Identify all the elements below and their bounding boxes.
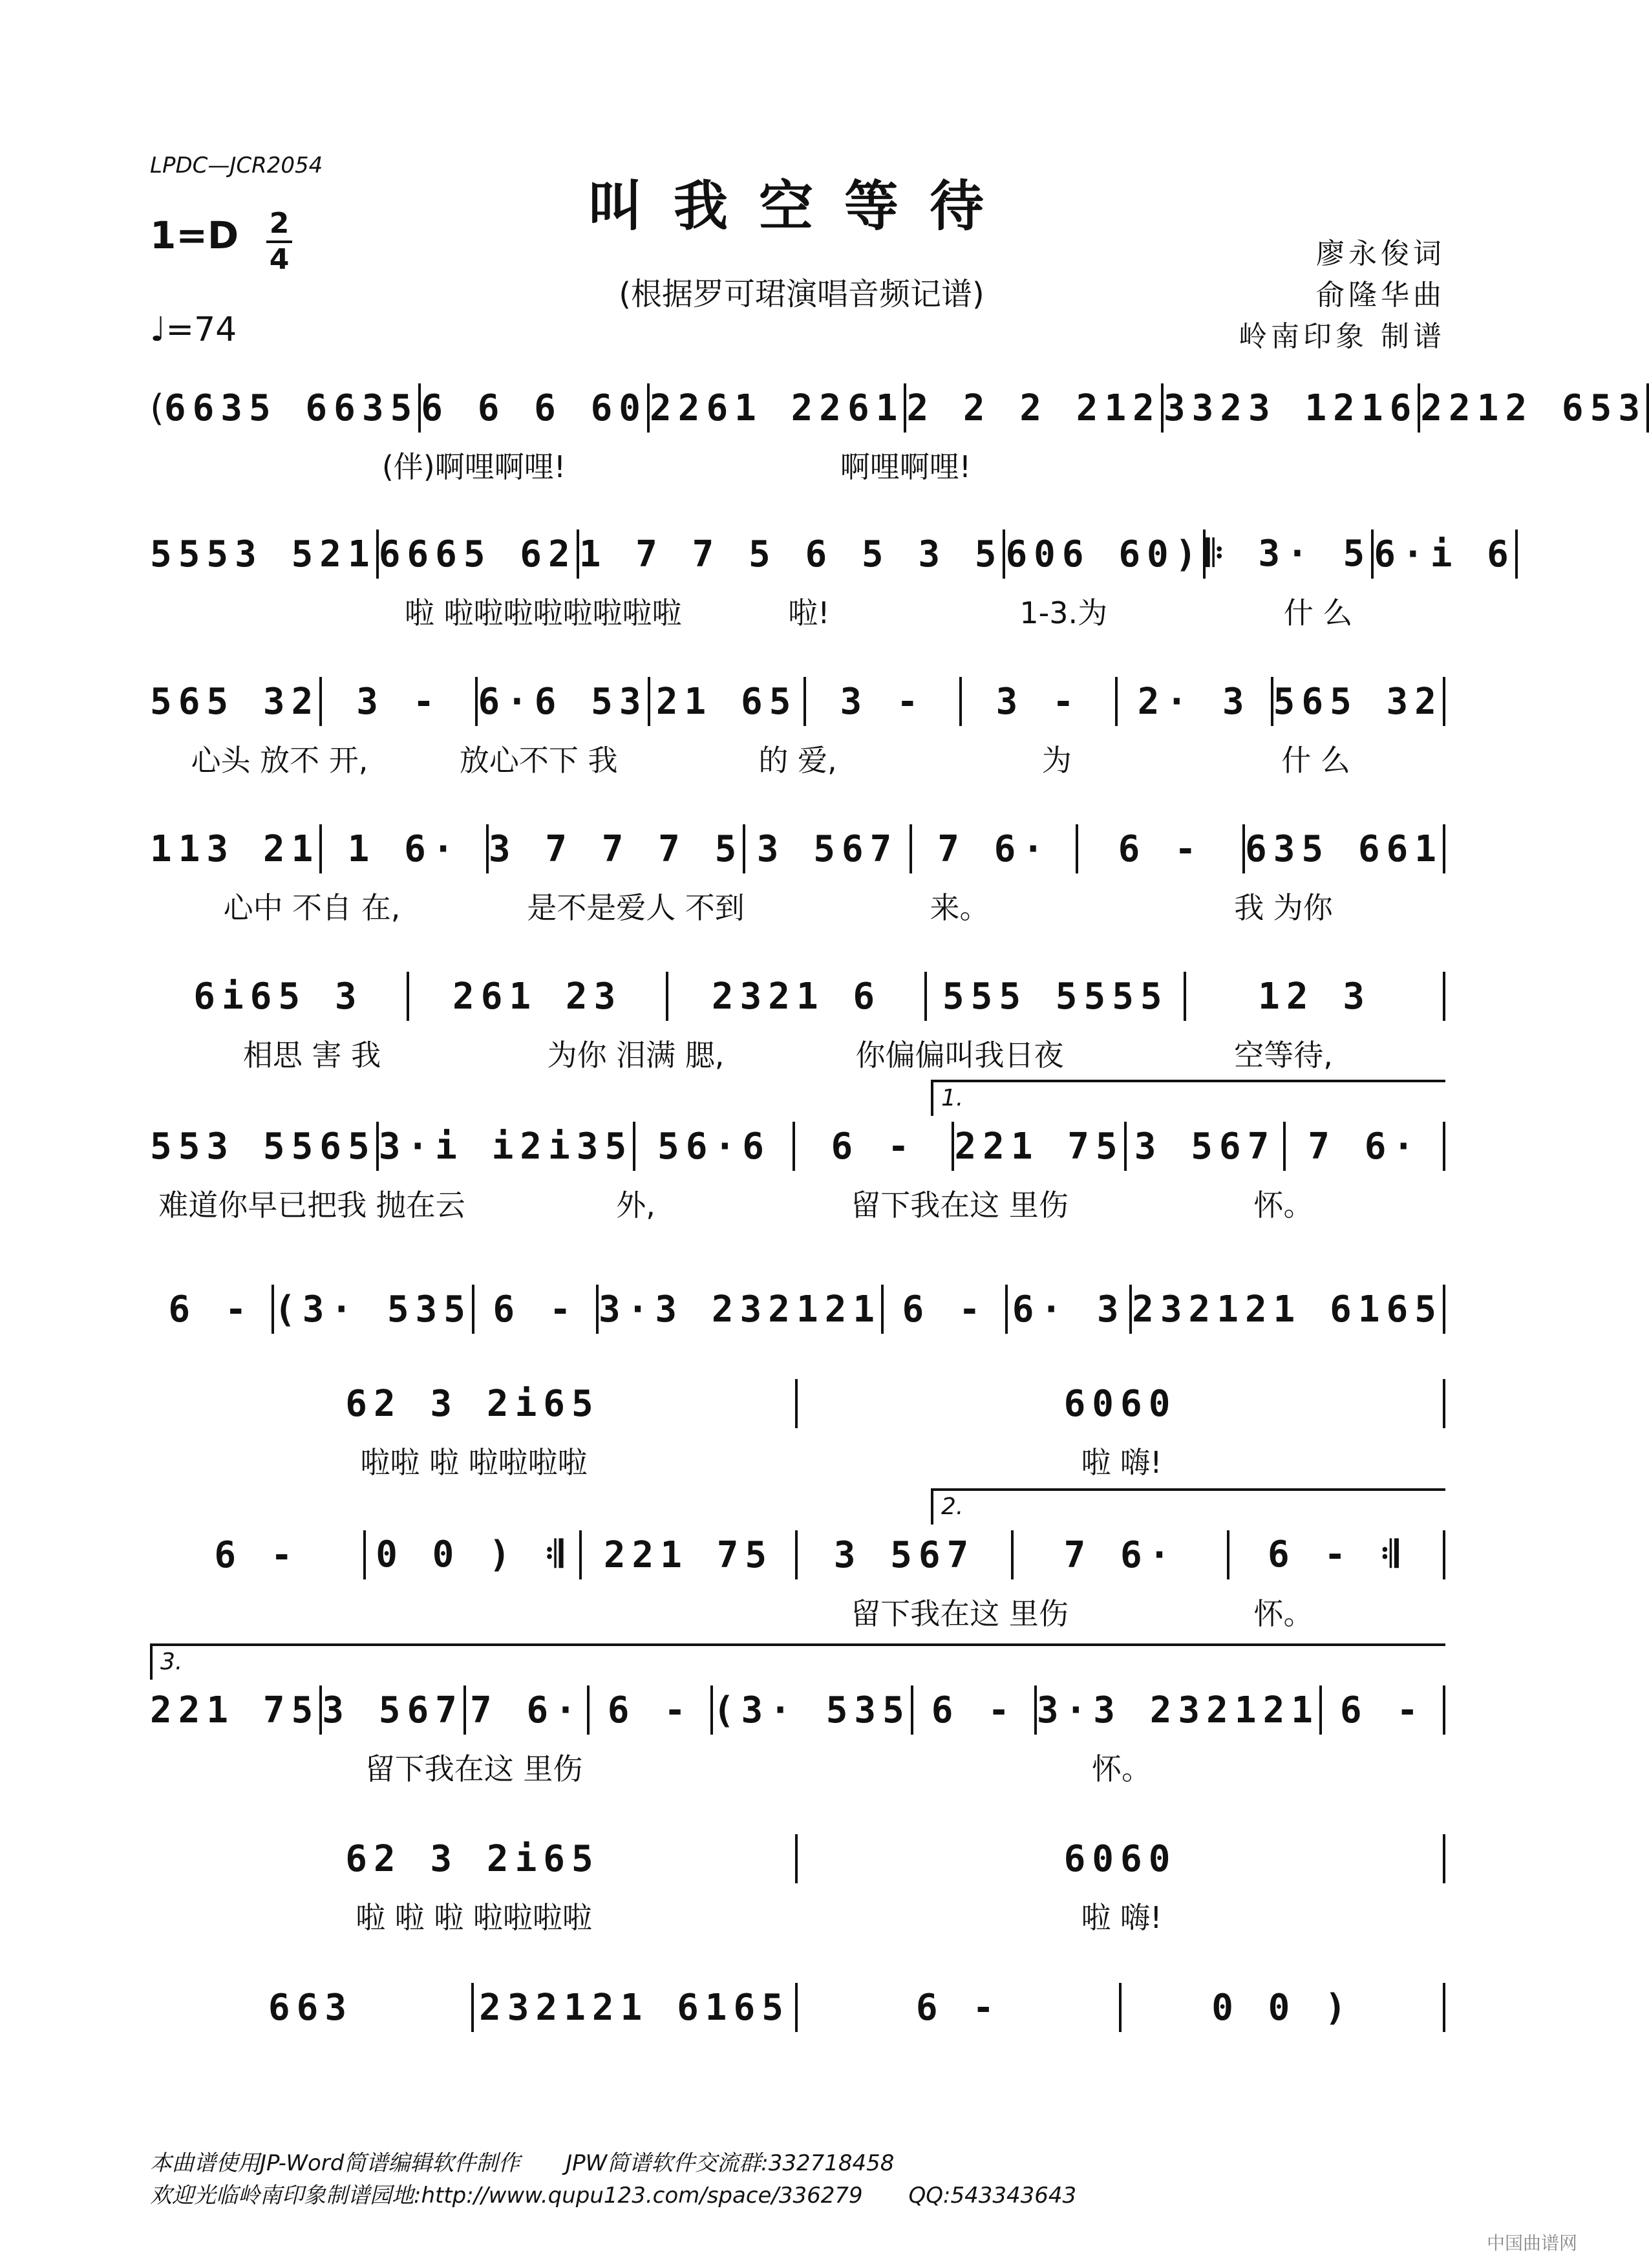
measure: (3· 535 [712, 1689, 911, 1731]
lyric-segment [150, 1590, 474, 1633]
volta-bracket: 1. [931, 1080, 1445, 1116]
measure: 7 6· [469, 1689, 583, 1731]
measure: 221 75 [150, 1689, 320, 1731]
lyricist-credit: 廖永俊词 [1316, 237, 1445, 270]
staff-row [150, 1117, 1445, 1175]
volta-bracket: 3. [150, 1643, 1445, 1680]
measure: 3·i i2i35 [378, 1125, 633, 1168]
measure: 261 23 [452, 975, 622, 1018]
lyric-segment: 啦 嗨! [1081, 1445, 1162, 1480]
lyric-segment: 什 么 [1281, 743, 1350, 778]
lyric-segment: 怀。 [1253, 1188, 1314, 1223]
lyrics-line [150, 737, 1445, 780]
time-numerator: 2 [269, 207, 290, 240]
lyric-segment: 怀。 [1092, 1751, 1151, 1786]
measure: 6 - [214, 1534, 299, 1576]
staff-row [150, 525, 1515, 583]
measure: 3·3 232121 [1036, 1689, 1319, 1731]
measure: 3 567 [756, 828, 899, 870]
measure: 221 75 [603, 1534, 774, 1576]
measure: 3 567 [322, 1689, 463, 1731]
measure: 2212 653 [1420, 387, 1647, 429]
staff-row [150, 967, 1445, 1025]
lyric-segment: 我 为你 [1234, 890, 1333, 925]
footer-line-1 [150, 2145, 894, 2177]
measure: 7 6· [1063, 1534, 1177, 1576]
lyrics-line [150, 1032, 1445, 1075]
open-paren: ( [150, 387, 164, 429]
measure: (3· 535 [273, 1288, 472, 1331]
staff-row [150, 1526, 1445, 1584]
lyric-segment: 心头 放不 开, [191, 743, 368, 778]
measure: 6 - [1339, 1689, 1425, 1731]
measure: 62 3 2i65 [345, 1837, 600, 1880]
measure: 6i65 3 [193, 975, 363, 1018]
measure: 6 - 𝄇 [1267, 1534, 1405, 1576]
measure: 0 0 ) [1211, 1986, 1353, 2029]
measure: 6 - [1118, 828, 1203, 870]
measure: 0 0 ) 𝄇 [376, 1534, 569, 1576]
lyric-segment: 来。 [930, 890, 990, 925]
lyric-segment: 难道你早已把我 抛在云 [158, 1188, 465, 1223]
lyric-segment [1014, 444, 1229, 486]
barline [1443, 972, 1445, 1021]
staff-row [150, 672, 1445, 731]
lyric-segment: 空等待, [1234, 1038, 1333, 1073]
measure: 6635 6635 [164, 387, 419, 429]
measure: 6 - [607, 1689, 692, 1731]
time-signature [266, 208, 292, 275]
key-signature: 1=D [150, 213, 239, 257]
measure: 1 7 7 5 6 5 3 5 [579, 533, 1003, 575]
measure: 3 567 [1134, 1125, 1276, 1168]
measure: 2321 6 [711, 975, 882, 1018]
measure: 635 661 [1244, 828, 1443, 870]
measure: 6 - [168, 1288, 253, 1331]
footer-line-2 [150, 2177, 1076, 2209]
measure: 6 - [915, 1986, 1001, 2029]
measure: 3·3 232121 [598, 1288, 882, 1331]
barline [1443, 1122, 1445, 1171]
lyrics-line [150, 1182, 1445, 1225]
measure: 6 - [831, 1125, 916, 1168]
footer-group-note: JPW简谱软件交流群:332718458 [566, 2150, 895, 2176]
measure: 6 6 6 60 [421, 387, 648, 429]
staff-row [150, 1375, 1445, 1433]
lyric-segment: 啦 啦 啦 啦啦啦啦 [356, 1900, 592, 1935]
measure: 6 - [931, 1689, 1016, 1731]
measure: 113 21 [150, 828, 320, 870]
measure: 𝄆 3· 5 [1206, 533, 1372, 575]
time-denominator: 4 [269, 243, 290, 276]
lyric-segment: 留下我在这 里伤 [851, 1188, 1069, 1223]
lyric-segment [474, 1590, 798, 1633]
staff-row [150, 1681, 1445, 1739]
measure: 6 - [902, 1288, 987, 1331]
lyric-segment: 你偏偏叫我日夜 [855, 1038, 1064, 1073]
measure: 232121 6165 [479, 1986, 790, 2029]
staff-row [150, 1978, 1445, 2037]
lyrics-line [150, 1894, 1445, 1937]
measure: 6060 [1063, 1837, 1177, 1880]
lyric-segment: 什 么 [1283, 595, 1353, 630]
measure: 3 - [840, 680, 925, 723]
lyric-segment: 放心不下 我 [459, 743, 618, 778]
lyrics-line [150, 884, 1445, 927]
measure: 6· 3 [1012, 1288, 1125, 1331]
measure: 62 3 2i65 [345, 1382, 600, 1425]
measure: 3323 1216 [1163, 387, 1418, 429]
measure: 6665 62 [378, 533, 577, 575]
lyrics-line [150, 1746, 1445, 1788]
measure: 12 3 [1258, 975, 1372, 1018]
measure: 3 7 7 7 5 [488, 828, 743, 870]
measure: 6060 [1063, 1382, 1177, 1425]
measure: 6 - [493, 1288, 578, 1331]
lyric-segment [150, 590, 405, 632]
barline [1443, 677, 1445, 726]
lyric-segment: 啦 啦啦啦啦啦啦啦啦 [404, 595, 682, 630]
footer-software-note: 本曲谱使用JP-Word简谱编辑软件制作 [150, 2150, 520, 2176]
measure: 606 60) [1005, 533, 1204, 575]
lyrics-line [150, 590, 1445, 632]
measure: 565 32 [150, 680, 320, 723]
barline [1646, 383, 1649, 433]
staff-row [150, 379, 1647, 437]
measure: 2 2 2 212 [906, 387, 1161, 429]
measure: 2261 2261 [650, 387, 904, 429]
measure: 555 5555 [942, 975, 1169, 1018]
measure: 21 65 [655, 680, 798, 723]
lyric-segment: 1-3.为 [1019, 595, 1108, 630]
staff-row [150, 1830, 1445, 1888]
barline [1515, 530, 1518, 579]
measure: 5553 521 [150, 533, 376, 575]
lyrics-line [150, 1590, 1445, 1633]
lyric-segment: 相思 害 我 [242, 1038, 381, 1073]
measure: 7 6· [1308, 1125, 1421, 1168]
composer-credit: 俞隆华曲 [1316, 279, 1445, 312]
staff-row [150, 820, 1445, 878]
lyrics-line [150, 444, 1445, 486]
lyric-segment: 怀。 [1253, 1596, 1314, 1631]
lyric-segment: 留下我在这 里伤 [365, 1751, 583, 1786]
barline [1443, 1530, 1445, 1579]
measure: 56·6 [657, 1125, 771, 1168]
watermark-logo: 中国曲谱网 [1486, 2232, 1577, 2254]
tempo-mark: ♩=74 [150, 310, 237, 349]
lyric-segment [150, 444, 366, 486]
lyric-segment [582, 444, 798, 486]
measure: 6·6 53 [478, 680, 648, 723]
measure: 553 5565 [150, 1125, 376, 1168]
measure: 3 - [995, 680, 1081, 723]
barline [1443, 824, 1445, 873]
measure: 1 6· [347, 828, 461, 870]
score-code: LPDC—JCR2054 [150, 153, 323, 178]
measure: 2· 3 [1137, 680, 1251, 723]
lyric-segment: 啦 嗨! [1081, 1900, 1162, 1935]
staff-row [150, 1280, 1445, 1338]
lyric-segment: 啊哩啊哩! [840, 449, 972, 484]
footer-qq-note: QQ:543343643 [908, 2183, 1077, 2209]
barline [1443, 1983, 1445, 2032]
lyric-segment [1229, 444, 1445, 486]
lyrics-line [150, 1439, 1445, 1482]
barline [1443, 1285, 1445, 1334]
lyric-segment: 是不是爱人 不到 [527, 890, 745, 925]
measure: 663 [268, 1986, 354, 2029]
measure: 221 75 [954, 1125, 1124, 1168]
lyric-segment: 为 [1041, 743, 1072, 778]
measure: 6·i 6 [1374, 533, 1515, 575]
lyric-segment: 留下我在这 里伤 [851, 1596, 1069, 1631]
barline [1443, 1685, 1445, 1735]
measure: 7 6· [937, 828, 1051, 870]
volta-bracket: 2. [931, 1488, 1445, 1524]
lyric-segment: 心中 不自 在, [223, 890, 401, 925]
lyric-segment: 外, [616, 1188, 655, 1223]
lyric-segment: (伴)啊哩啊哩! [381, 449, 566, 484]
barline [1443, 1379, 1445, 1428]
subtitle: (根据罗可珺演唱音频记谱) [619, 276, 984, 312]
song-title: 叫我空等待 [588, 174, 1015, 238]
lyric-segment: 啦! [788, 595, 830, 630]
lyric-segment: 为你 泪满 腮, [547, 1038, 725, 1073]
lyric-segment: 的 爱, [758, 743, 837, 778]
footer-website-note: 欢迎光临岭南印象制谱园地:http://www.qupu123.com/space/336279 [150, 2183, 863, 2209]
measure: 565 32 [1273, 680, 1443, 723]
lyric-segment: 啦啦 啦 啦啦啦啦 [360, 1445, 588, 1480]
arranger-credit: 岭南印象 制谱 [1239, 320, 1445, 353]
measure: 3 567 [833, 1534, 975, 1576]
barline [1443, 1834, 1445, 1883]
measure: 3 - [356, 680, 442, 723]
measure: 232121 6165 [1132, 1288, 1443, 1331]
